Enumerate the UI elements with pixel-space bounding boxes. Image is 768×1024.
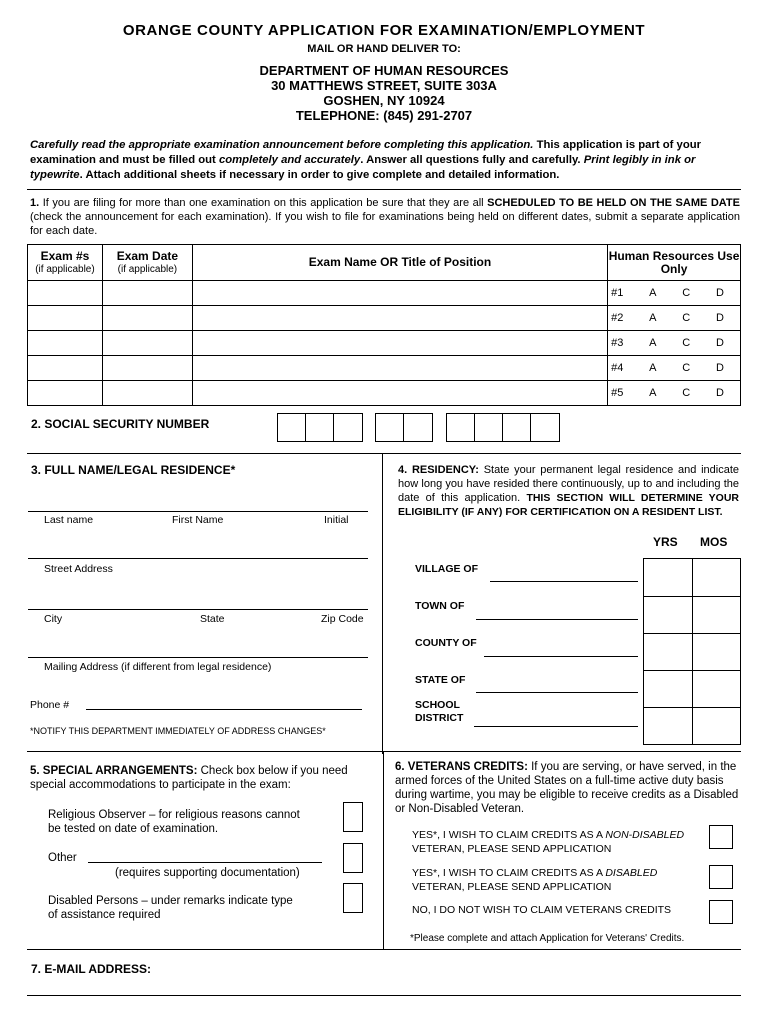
notify-text: *NOTIFY THIS DEPARTMENT IMMEDIATELY OF ADDRESS CHANGES*	[30, 726, 326, 736]
vet-no-checkbox[interactable]	[709, 900, 733, 924]
village-label: VILLAGE OF	[415, 563, 478, 575]
q1-number: 1.	[30, 197, 40, 209]
email-line[interactable]	[27, 995, 741, 996]
q6-title: VETERANS CREDITS:	[407, 761, 528, 773]
initial-label: Initial	[324, 514, 349, 526]
q4-number: 4.	[398, 464, 408, 476]
school-label: SCHOOL	[415, 699, 460, 711]
exam-num-cell[interactable]	[28, 331, 103, 356]
q3-label: 3. FULL NAME/LEGAL RESIDENCE*	[31, 463, 236, 477]
exam-date-cell[interactable]	[102, 281, 192, 306]
city-line[interactable]	[28, 609, 368, 610]
exam-num-cell[interactable]	[28, 281, 103, 306]
street-line[interactable]	[28, 558, 368, 559]
dept-street: 30 MATTHEWS STREET, SUITE 303A	[271, 78, 497, 93]
zip-label: Zip Code	[321, 613, 364, 625]
state-of-label: STATE OF	[415, 674, 466, 686]
vet-no-option: NO, I DO NOT WISH TO CLAIM VETERANS CREDITS	[412, 904, 672, 916]
exam-num-cell[interactable]	[28, 381, 103, 406]
mailing-line[interactable]	[28, 657, 368, 658]
county-label: COUNTY OF	[415, 637, 477, 649]
q5-number: 5.	[30, 765, 40, 777]
divider	[27, 949, 741, 950]
question-6	[395, 760, 740, 816]
last-name-label: Last name	[44, 514, 94, 526]
village-line[interactable]	[490, 581, 638, 582]
table-row	[28, 356, 741, 381]
form-title: ORANGE COUNTY APPLICATION FOR EXAMINATION/EMPLOYMENT	[122, 22, 646, 39]
divider	[27, 189, 741, 190]
district-line[interactable]	[474, 726, 638, 727]
exam-num-cell[interactable]	[28, 356, 103, 381]
town-line[interactable]	[476, 619, 638, 620]
table-row	[28, 381, 741, 406]
column-divider	[383, 752, 384, 949]
vet-note: *Please complete and attach Application for Veterans' Credits.	[410, 933, 685, 944]
other-label: Other	[48, 852, 77, 864]
q5-text: Check box below if you need special accommodations to participate in the exam:	[30, 765, 348, 791]
other-line[interactable]	[88, 862, 322, 863]
intro-p5: Print legibly in ink or typewrite	[30, 154, 696, 181]
hr-cell: #3 A C D	[608, 331, 741, 356]
exam-name-cell[interactable]	[192, 281, 607, 306]
phone-line[interactable]	[86, 709, 362, 710]
hr-cell: #5 A C D	[608, 381, 741, 406]
q5-title: SPECIAL ARRANGEMENTS:	[42, 765, 198, 777]
ssn-group-2[interactable]	[375, 413, 433, 442]
dept-city: GOSHEN, NY 10924	[323, 93, 445, 108]
mailing-label: Mailing Address (if different from legal residence)	[44, 661, 272, 673]
q1-text-a: If you are filing for more than one examination on this application be sure that they are all	[39, 197, 488, 209]
col-exam-name: Exam Name OR Title of Position	[192, 245, 607, 281]
state-line[interactable]	[476, 692, 638, 693]
table-row	[28, 281, 741, 306]
table-row	[28, 306, 741, 331]
q6-text: If you are serving, or have served, in the armed forces of the United States on a full-time active duty basis during wartime, you may be eligible to receive credits as a Disabled or Non-Disabled Veteran.	[395, 761, 739, 815]
exam-date-cell[interactable]	[102, 306, 192, 331]
hr-cell: #4 A C D	[608, 356, 741, 381]
county-line[interactable]	[484, 656, 638, 657]
col-hr-use: Human Resources Use Only	[608, 245, 741, 281]
other-checkbox[interactable]	[343, 843, 363, 873]
exam-name-cell[interactable]	[192, 381, 607, 406]
mail-instruction: MAIL OR HAND DELIVER TO:	[307, 43, 461, 55]
exam-name-cell[interactable]	[192, 306, 607, 331]
exam-date-cell[interactable]	[102, 356, 192, 381]
district-label: DISTRICT	[415, 712, 464, 724]
question-1	[30, 196, 740, 238]
mos-label: MOS	[700, 535, 728, 549]
dept-phone: TELEPHONE: (845) 291-2707	[295, 108, 473, 123]
intro-p4: . Answer all questions fully and carefully.	[360, 154, 584, 166]
other-sub: (requires supporting documentation)	[115, 867, 300, 879]
exam-date-cell[interactable]	[102, 381, 192, 406]
q1-text-b: SCHEDULED TO BE HELD ON THE SAME DATE	[487, 197, 740, 209]
vet-disabled-option: YES*, I WISH TO CLAIM CREDITS AS A DISABLED VETERAN, PLEASE SEND APPLICATION	[412, 867, 658, 893]
q4-bold: THIS SECTION WILL DETERMINE YOUR ELIGIBILITY (IF ANY) FOR CERTIFICATION ON A RESIDENT LIST.	[398, 492, 739, 518]
intro-p1: Carefully read the appropriate examination announcement before completing this application.	[30, 139, 534, 151]
question-4	[398, 463, 739, 519]
intro-p2: This application is part of your examination and must be filled out	[30, 139, 702, 166]
hr-cell: #2 A C D	[608, 306, 741, 331]
department-address	[0, 63, 768, 123]
vet-disabled-checkbox[interactable]	[709, 865, 733, 889]
question-5	[30, 764, 372, 792]
state-label: State	[200, 613, 225, 625]
city-label: City	[44, 613, 63, 625]
col-exam-num: Exam #s (if applicable)	[28, 245, 103, 281]
dept-name: DEPARTMENT OF HUMAN RESOURCES	[259, 63, 509, 78]
disabled-checkbox[interactable]	[343, 883, 363, 913]
divider	[27, 453, 741, 454]
residency-grid[interactable]	[643, 558, 741, 745]
intro-p6: . Attach additional sheets if necessary in order to give complete and detailed information.	[79, 169, 560, 181]
yrs-label: YRS	[653, 535, 678, 549]
exam-table	[27, 244, 741, 406]
hr-cell: #1 A C D	[608, 281, 741, 306]
vet-nondisabled-option: YES*, I WISH TO CLAIM CREDITS AS A NON-DISABLED VETERAN, PLEASE SEND APPLICATION	[412, 829, 685, 855]
intro-p3: completely and accurately	[218, 154, 361, 166]
phone-label: Phone #	[30, 699, 70, 711]
town-label: TOWN OF	[415, 600, 465, 612]
column-divider	[382, 454, 383, 754]
ssn-group-1[interactable]	[277, 413, 363, 442]
street-label: Street Address	[44, 563, 113, 575]
ssn-group-3[interactable]	[446, 413, 560, 442]
q1-text-c: (check the announcement for each examination). If you wish to file for examinations being held on different dates, submit a separate application for each date.	[30, 211, 740, 237]
exam-num-cell[interactable]	[28, 306, 103, 331]
disabled-option: Disabled Persons – under remarks indicate type of assistance required	[48, 895, 293, 921]
religious-option: Religious Observer – for religious reasons cannot be tested on date of examination.	[48, 809, 300, 835]
divider	[27, 751, 741, 752]
intro-instructions	[30, 138, 740, 183]
name-line[interactable]	[28, 511, 368, 512]
email-label: 7. E-MAIL ADDRESS:	[31, 962, 152, 976]
vet-nondisabled-checkbox[interactable]	[709, 825, 733, 849]
table-row	[28, 331, 741, 356]
col-exam-date: Exam Date (if applicable)	[102, 245, 192, 281]
ssn-label: 2. SOCIAL SECURITY NUMBER	[31, 417, 210, 431]
exam-date-cell[interactable]	[102, 331, 192, 356]
religious-checkbox[interactable]	[343, 802, 363, 832]
q4-title: RESIDENCY:	[411, 464, 479, 476]
exam-name-cell[interactable]	[192, 331, 607, 356]
q6-number: 6.	[395, 761, 405, 773]
exam-name-cell[interactable]	[192, 356, 607, 381]
first-name-label: First Name	[172, 514, 224, 526]
q4-text: State your permanent legal residence and indicate how long you have resided there continuously, up to and including the date of this application.	[398, 464, 739, 504]
